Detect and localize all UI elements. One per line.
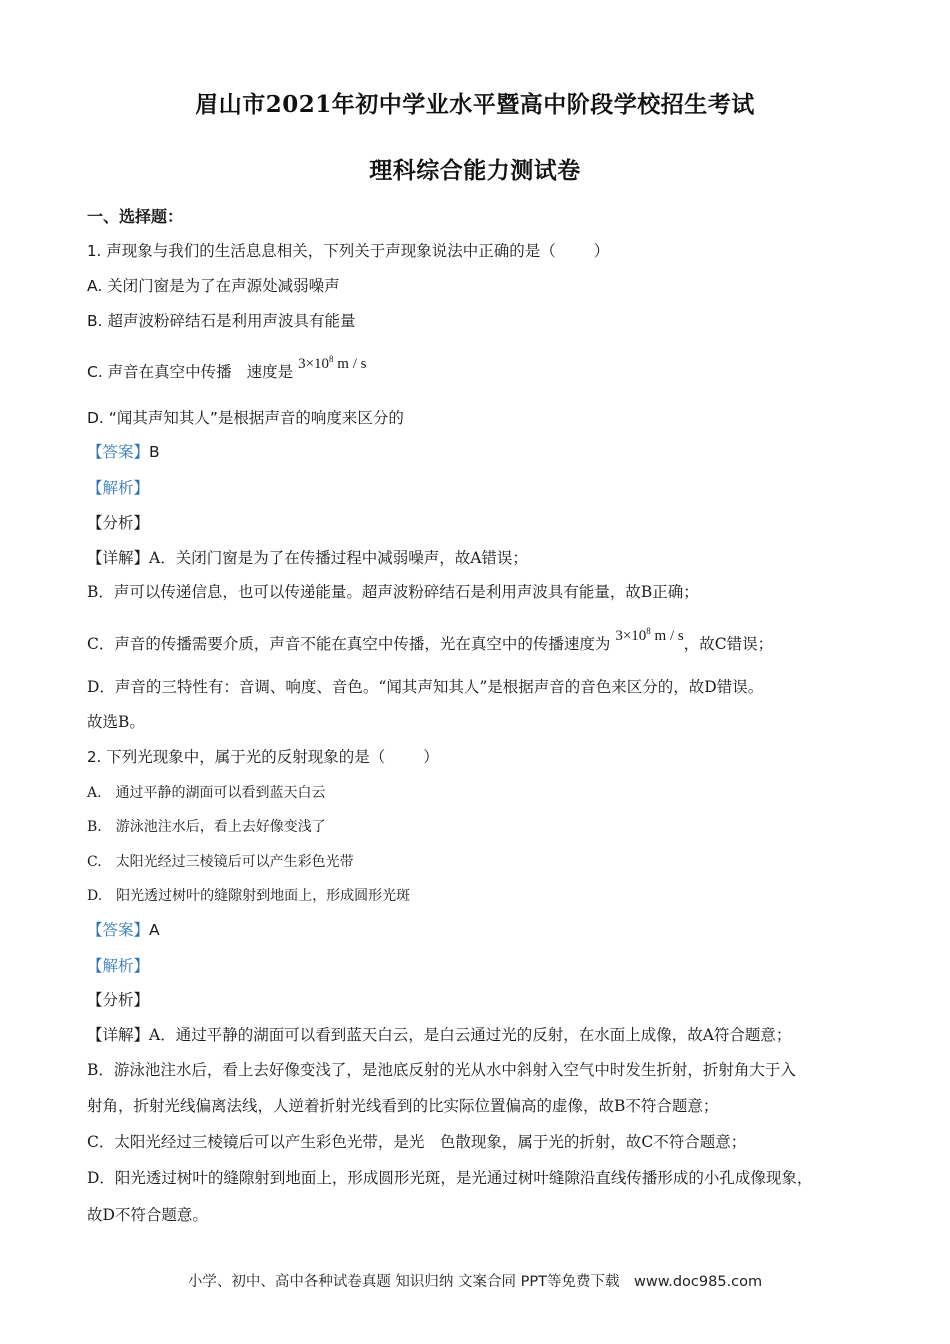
q1-option-d: D. “闻其声知其人”是根据声音的响度来区分的 bbox=[87, 409, 404, 427]
speed-formula-detail: $3\times 10^8$ m / s bbox=[615, 626, 684, 644]
q2-option-a: A. 通过平静的湖面可以看到蓝天白云 bbox=[87, 785, 326, 801]
q1-detail-a: 【详解】A．关闭门窗是为了在传播过程中减弱噪声，故A错误； bbox=[87, 549, 528, 567]
q2-option-b: B. 游泳池注水后，看上去好像变浅了 bbox=[87, 819, 326, 835]
q1-detail-d: D．声音的三特性有：音调、响度、音色。“闻其声知其人”是根据声音的音色来区分的，故D错误。 bbox=[87, 678, 764, 696]
question-2-stem: 2. 下列光现象中，属于光的反射现象的是（ ） bbox=[87, 748, 439, 766]
q2-detail-a: 【详解】A．通过平静的湖面可以看到蓝天白云，是白云通过光的反射，在水面上成像，故A符合题意； bbox=[87, 1026, 792, 1044]
q1-detail-b: B．声可以传递信息，也可以传递能量。超声波粉碎结石是利用声波具有能量，故B正确； bbox=[87, 583, 699, 601]
exam-title: 眉山市2021年初中学业水平暨高中阶段学校招生考试 bbox=[195, 91, 755, 118]
q1-option-a: A. 关闭门窗是为了在声源处减弱噪声 bbox=[87, 277, 340, 295]
question-text: 声现象与我们的生活息息相关，下列关于声现象说法中正确的是（ bbox=[106, 242, 556, 260]
q2-detail-c: C．太阳光经过三棱镜后可以产生彩色光带，是光 色散现象，属于光的折射，故C不符合题意； bbox=[87, 1133, 747, 1151]
question-text: 下列光现象中，属于光的反射现象的是（ bbox=[106, 748, 386, 766]
footer-watermark: 小学、初中、高中各种试卷真题 知识归纳 文案合同 PPT等免费下载 www.doc985.com bbox=[187, 1274, 763, 1290]
q1-detail-c: C．声音的传播需要介质，声音不能在真空中传播，光在真空中的传播速度为 $3\times 10^8$ m / s，故C错误； bbox=[87, 626, 774, 653]
q2-fenxi-label: 【分析】 bbox=[87, 991, 150, 1009]
question-number: 2. bbox=[87, 748, 102, 766]
q1-answer: 【答案】B bbox=[87, 443, 160, 461]
q1-fenxi-label: 【分析】 bbox=[87, 514, 150, 532]
exam-subtitle: 理科综合能力测试卷 bbox=[369, 157, 581, 184]
q2-option-d: D. 阳光透过树叶的缝隙射到地面上，形成圆形光斑 bbox=[87, 888, 411, 904]
q2-option-c: C. 太阳光经过三棱镜后可以产生彩色光带 bbox=[87, 854, 354, 870]
q1-option-b: B. 超声波粉碎结石是利用声波具有能量 bbox=[87, 312, 356, 330]
question-number: 1. bbox=[87, 242, 102, 260]
q2-detail-b-line2: 射角，折射光线偏离法线，人逆着折射光线看到的比实际位置偏高的虚像，故B不符合题意； bbox=[87, 1097, 719, 1115]
q2-detail-b-line1: B．游泳池注水后，看上去好像变浅了，是池底反射的光从水中斜射入空气中时发生折射，折射角大于入 bbox=[87, 1061, 796, 1079]
question-1-stem: 1. 声现象与我们的生活息息相关，下列关于声现象说法中正确的是（ ） bbox=[87, 242, 610, 260]
q1-analysis-label: 【解析】 bbox=[87, 479, 150, 497]
q2-answer: 【答案】A bbox=[87, 921, 160, 939]
q1-conclusion: 故选B。 bbox=[87, 713, 145, 731]
speed-formula: $3\times 10^8$ m / s bbox=[298, 354, 367, 372]
q2-detail-d-line2: 故D不符合题意。 bbox=[87, 1206, 208, 1224]
section-heading: 一、选择题： bbox=[87, 207, 184, 226]
q2-detail-d-line1: D．阳光透过树叶的缝隙射到地面上，形成圆形光斑，是光通过树叶缝隙沿直线传播形成的小孔成像现象， bbox=[87, 1169, 813, 1187]
q1-option-c: C. 声音在真空中传播 速度是 $3\times 10^8$ m / s bbox=[87, 354, 367, 381]
q2-analysis-label: 【解析】 bbox=[87, 957, 150, 975]
